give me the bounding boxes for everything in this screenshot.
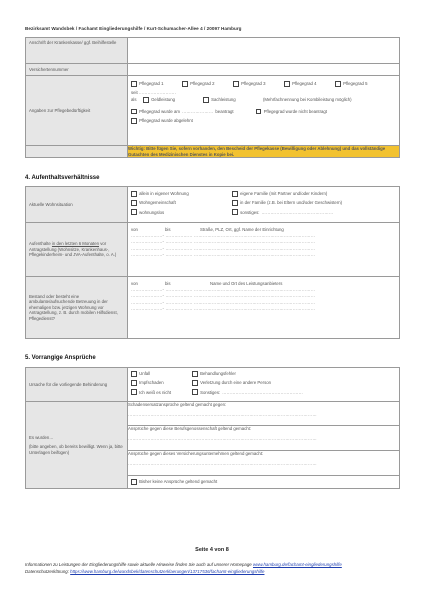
care-label: Angaben zur Pflegebedürftigkeit (26, 76, 128, 146)
care-grade-5-label: Pflegegrad 5 (343, 81, 368, 87)
applied-label: Pflegegrad wurde am (139, 109, 180, 115)
care-grade-1-checkbox[interactable] (131, 81, 137, 87)
no-claims-label: Bisher keine Ansprüche geltend gemacht (139, 479, 218, 485)
no-claims-checkbox[interactable] (131, 479, 137, 485)
not-applied-checkbox[interactable] (256, 109, 262, 115)
care-grade-1-label: Pflegegrad 1 (139, 81, 164, 87)
support-desc-header: Name und Ort des Leistungsanbieters (210, 281, 283, 286)
support-from-header: von (131, 281, 138, 286)
treatment-error-checkbox[interactable] (192, 371, 198, 377)
cause-other-label: Sonstiges: (200, 389, 221, 395)
care-grade-4-label: Pflegegrad 4 (292, 81, 317, 87)
living-other-field[interactable]: ………………………………………… (261, 209, 334, 215)
since-label: seit (131, 90, 138, 96)
living-other-label: sonstiges: (240, 209, 260, 215)
in-kind-benefit-label: Sachleistung (211, 97, 236, 103)
cause-label: Ursache für die vorliegende Behinderung (26, 368, 128, 402)
claim-insurer-field[interactable]: ……………………………………………………………………………………………………………… (128, 461, 317, 466)
stays-line-1[interactable]: …………………- ……………… ……………………………………………………………………… (131, 233, 316, 239)
cause-other-field[interactable]: ……………………………………………… (222, 389, 304, 395)
footer-privacy: Datenschutzerklärung: https://www.hamburg.de/wandsbek/datenschutzerklaerungen/13717536/fachamt-eingliederungshilfe (25, 569, 265, 574)
support-line-4[interactable]: …………………- ……………… ……………………………………………………………………… (131, 305, 316, 311)
support-to-header: bis (165, 281, 171, 286)
applied-checkbox[interactable] (131, 109, 137, 115)
stays-desc-header: Straße, PLZ, Ort, ggf. Name der Einrichtung (200, 227, 284, 232)
homeless-checkbox[interactable] (131, 209, 137, 215)
living-alone-label: allein in eigener Wohnung (139, 191, 189, 197)
in-kind-benefit-checkbox[interactable] (203, 97, 209, 103)
section-5-title: 5. Vorrangige Ansprüche (25, 355, 96, 361)
vaccine-damage-checkbox[interactable] (131, 380, 137, 386)
shared-flat-checkbox[interactable] (131, 200, 137, 206)
support-label: Bestand oder besteht eine ambulante/aufsuchende Betreuung in der ehemaligen bzw. jetzigen Wohnung vor Antragstellung, z. B. durch mobilen Hilfsdienst, Pflegedienst? (26, 277, 128, 339)
claim-association-field[interactable]: ……………………………………………………………………………………………………………… (128, 436, 317, 441)
applied-date-field[interactable]: ………………… (181, 109, 214, 115)
claim-damages-label: Schadensersatzansprüche geltend gemacht gegen: (128, 402, 227, 407)
care-important-note: Wichtig: Bitte fügen Sie, sofern vorhanden, den Bescheid der Pflegekasse (Bewilligung oder Ablehnung) und das vollständige Gutachten des Medizinischen Dienstes in Kopie bei. (128, 146, 400, 158)
support-line-2[interactable]: …………………- ……………… ……………………………………………………………………… (131, 293, 316, 299)
applied-suffix: beantragt (215, 109, 234, 115)
care-grade-3-checkbox[interactable] (233, 81, 239, 87)
as-label: als (131, 97, 137, 103)
privacy-link[interactable]: https://www.hamburg.de/wandsbek/datenschutzerklaerungen/13717536/fachamt-eingliederungshilfe (70, 569, 265, 574)
section-4-title: 4. Aufenthaltsverhältnisse (25, 175, 100, 181)
cause-other-checkbox[interactable] (192, 389, 198, 395)
since-date-field[interactable]: ……………………. (138, 90, 177, 96)
care-grade-2-label: Pflegegrad 2 (190, 81, 215, 87)
accident-checkbox[interactable] (131, 371, 137, 377)
insurance-address-field[interactable] (128, 38, 400, 64)
own-family-label: eigene Familie (mit Partner und/oder Kindern) (240, 191, 328, 197)
support-line-3[interactable]: …………………- ……………… ……………………………………………………………………… (131, 299, 316, 305)
insurance-table (25, 37, 400, 158)
benefits-note: (Mehrfachnennung bei Kombileistung möglich) (263, 97, 352, 103)
stays-to-header: bis (165, 227, 171, 232)
care-grade-4-checkbox[interactable] (284, 81, 290, 87)
accident-label: Unfall (139, 371, 151, 377)
stays-line-2[interactable]: …………………- ……………… ……………………………………………………………………… (131, 239, 316, 245)
cash-benefit-label: Geldleistung (151, 97, 175, 103)
stays-line-4[interactable]: …………………- ……………… ……………………………………………………………………… (131, 251, 316, 257)
insurance-address-label: Anschrift der Krankenkasse/ ggf. Beihilfestelle (26, 38, 128, 64)
care-grade-3-label: Pflegegrad 3 (241, 81, 266, 87)
claim-insurer-label: Ansprüche gegen dieses Versicherungsunternehmen geltend gemacht: (128, 451, 264, 456)
claims-label: Es wurden… (bitte angeben, ob bereits bewilligt. Wenn ja, bitte Unterlagen beifügen) (26, 402, 128, 489)
own-family-checkbox[interactable] (232, 191, 238, 197)
cash-benefit-checkbox[interactable] (143, 97, 149, 103)
page-number: Seite 4 von 8 (195, 547, 229, 553)
stays-line-3[interactable]: …………………- ……………… ……………………………………………………………………… (131, 245, 316, 251)
claim-damages-field[interactable]: ……………………………………………………………………………………………………………… (128, 412, 317, 417)
document-header: Bezirksamt Wandsbek / Fachamt Eingliederungshilfe / Kurt-Schumacher-Allee 4 / 20097 Hamburg (25, 26, 242, 31)
treatment-error-label: Behandlungsfehler (200, 371, 236, 377)
injury-by-other-label: Verletzung durch eine andere Person (200, 380, 272, 386)
injury-by-other-checkbox[interactable] (192, 380, 198, 386)
footer-info: Informationen zu Leistungen der Eingliederungshilfe sowie aktuelle Hinweise finden Sie auch auf unserer Homepage www.hamburg.de/fachamt-eingliederungshilfe (25, 562, 342, 567)
shared-flat-label: Wohngemeinschaft (139, 200, 176, 206)
dont-know-label: Ich weiß es nicht (139, 389, 172, 395)
insurance-number-label: Versichertennummer (26, 64, 128, 76)
rejected-checkbox[interactable] (131, 118, 137, 124)
claims-table (25, 367, 400, 489)
care-grade-5-checkbox[interactable] (335, 81, 341, 87)
care-grade-2-checkbox[interactable] (182, 81, 188, 87)
rejected-label: Pflegegrad wurde abgelehnt (139, 118, 193, 124)
homepage-link[interactable]: www.hamburg.de/fachamt-eingliederungshilfe (252, 562, 342, 567)
stays-from-header: von (131, 227, 138, 232)
claim-association-label: Ansprüche gegen diese Berufsgenossenschaft geltend gemacht: (128, 426, 252, 431)
vaccine-damage-label: Impfschaden (139, 380, 164, 386)
in-family-label: in der Familie (z.B. bei Eltern und/oder Geschwistern) (240, 200, 343, 206)
stays-label: Aufenthalte in den letzten 6 Monaten vor Antragstellung (Wohnsitze, Krankenhaus-, Pflegekinderheim- und JVA-Aufenthalte, o. A.) (26, 223, 128, 277)
living-other-checkbox[interactable] (232, 209, 238, 215)
living-table (25, 186, 400, 339)
dont-know-checkbox[interactable] (131, 389, 137, 395)
not-applied-label: Pflegegrad wurde nicht beantragt (263, 109, 327, 115)
insurance-number-field[interactable] (128, 64, 400, 76)
living-situation-label: Aktuelle Wohnsituation (26, 187, 128, 223)
support-line-1[interactable]: …………………- ……………… ……………………………………………………………………… (131, 287, 316, 293)
living-alone-checkbox[interactable] (131, 191, 137, 197)
homeless-label: wohnungslos (139, 209, 165, 215)
in-family-checkbox[interactable] (232, 200, 238, 206)
